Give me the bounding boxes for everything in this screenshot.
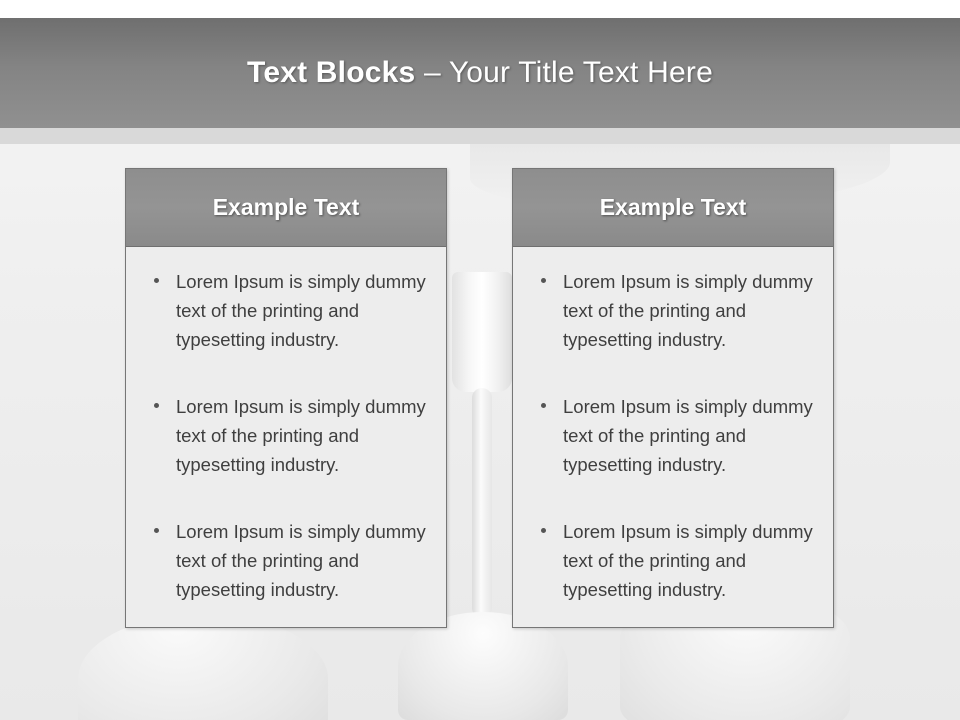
list-item-text: Lorem Ipsum is simply dummy text of the printing and typesetting industry. [563, 521, 813, 600]
list-item-text: Lorem Ipsum is simply dummy text of the printing and typesetting industry. [176, 396, 426, 475]
page-title-light: – Your Title Text Here [423, 56, 713, 89]
card-heading-label-left: Example Text [212, 194, 360, 220]
bullet-dot-icon [154, 278, 159, 283]
page-title-strong: Text Blocks [247, 56, 424, 89]
card-body-left [126, 247, 446, 614]
list-item [140, 517, 432, 604]
bullet-dot-icon [154, 403, 159, 408]
list-item [527, 517, 819, 604]
card-header-left [126, 169, 446, 247]
bullet-list-left [140, 267, 432, 604]
text-block-card-right[interactable] [512, 168, 834, 628]
card-heading-label-right: Example Text [599, 194, 747, 220]
list-item [140, 267, 432, 354]
bullet-list-right [527, 267, 819, 604]
content-columns [0, 168, 960, 630]
list-item-text: Lorem Ipsum is simply dummy text of the printing and typesetting industry. [176, 271, 426, 350]
list-item [140, 392, 432, 479]
page-title [247, 56, 713, 90]
title-band [0, 18, 960, 128]
list-item [527, 392, 819, 479]
list-item [527, 267, 819, 354]
list-item-text: Lorem Ipsum is simply dummy text of the printing and typesetting industry. [176, 521, 426, 600]
bullet-dot-icon [541, 403, 546, 408]
bullet-dot-icon [541, 528, 546, 533]
header-top-strip [0, 0, 960, 18]
list-item-text: Lorem Ipsum is simply dummy text of the printing and typesetting industry. [563, 271, 813, 350]
list-item-text: Lorem Ipsum is simply dummy text of the printing and typesetting industry. [563, 396, 813, 475]
card-header-right [513, 169, 833, 247]
bullet-dot-icon [541, 278, 546, 283]
card-body-right [513, 247, 833, 614]
bullet-dot-icon [154, 528, 159, 533]
text-block-card-left[interactable] [125, 168, 447, 628]
header-bottom-strip [0, 128, 960, 144]
